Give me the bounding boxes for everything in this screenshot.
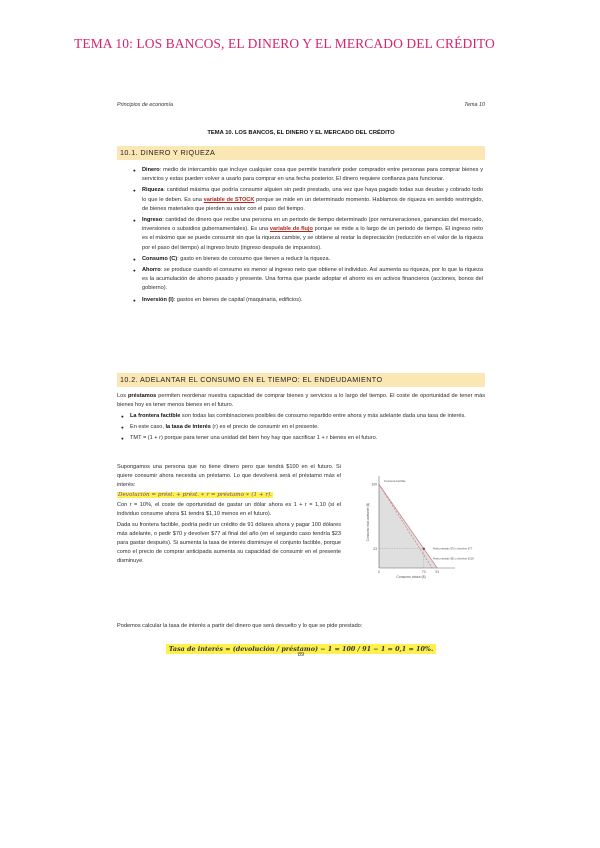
intro-b: permiten reordenar nuestra capacidad de comprar bienes y servicios a lo largo del tiempo. El coste de oportunidad de tener más bienes hoy es tener menos bienes en el futuro. — [117, 393, 486, 408]
example-paragraph-1: Supongamos una persona que no tiene dinero pero que tendrá $100 en el futuro. Si quiere consumir ahora necesita un préstamo. Lo que devolverá será el préstamo más el interés: — [117, 464, 341, 489]
feasible-frontier-chart — [345, 468, 487, 586]
bullet-riqueza — [133, 186, 483, 214]
x-tick-label-0: 0 — [378, 570, 380, 574]
term-dinero: Dinero — [142, 167, 160, 173]
document-title: TEMA 10. LOS BANCOS, EL DINERO Y EL MERCADO DEL CRÉDITO — [207, 130, 395, 136]
example-paragraph-3: Dada su frontera factible, podría pedir un crédito de 91 dólares ahora y pagar 100 dólares más adelante, o pedir $70 y devolver $77 al final del año (en el segundo caso tendría $23 para gastar después). Si aumenta la tasa de interés disminuye el conjunto factible, porque como el precio de comprar anticipada aumenta su capacidad de consumir en el presente disminuye. — [117, 521, 341, 564]
text-riqueza-b: porque se mide en un determinado momento. Hablamos de riqueza en sentido restringido, de bienes materiales que pierden su valor con el paso del tiempo. — [142, 196, 483, 212]
text-ahorro: : se produce cuando el consumo es menor al ingreso neto que obtiene el individuo. Así aumenta su riqueza, por lo que la riqueza es la acumulación de ahorro pasado y presente. Una forma que puede adoptar el ahorro es en activos financieros (acciones, bonos del gobierno). — [142, 267, 483, 292]
x-tick-label-2: 91 — [435, 570, 440, 574]
header-course: Principios de economía — [117, 102, 174, 108]
text-consumo: : gasto en bienes de consumo que tienen a reducir la riqueza. — [177, 255, 331, 262]
section-heading-2: 10.2. ADELANTAR EL CONSUMO EN EL TIEMPO: EL ENDEUDAMIENTO — [117, 373, 485, 387]
term-frontera: La frontera factible — [130, 413, 181, 419]
text-riqueza-a: : cantidad máxima que podría consumir alguien sin pedir prestado, una vez que haya pagado todas sus deudas y cobrado todo lo que le deben. Es una — [142, 187, 483, 203]
text-ingreso-a: : cantidad de dinero que recibe una persona en un periodo de tiempo determinado (por remuneraciones, ganancias del mercado, inversiones o subsidios gubernamentales). Es una — [142, 217, 483, 233]
section2-intro — [117, 392, 485, 410]
example-column — [117, 463, 341, 567]
text-inversion: : gastos en bienes de capital (maquinaria, edificios). — [173, 296, 303, 303]
page-number: 89 — [297, 652, 305, 658]
section-heading-1: 10.1. DINERO Y RIQUEZA — [117, 146, 485, 160]
stock-variable-highlight: variable de STOCK — [203, 196, 255, 203]
text-tmt: TMT = (1 + r) porque para tener una unidad del bien hoy hay que sacrificar 1 + r bienes en el futuro. — [130, 435, 378, 442]
section1-bullet-list — [133, 166, 483, 307]
y-tick-label-1: 23 — [373, 546, 377, 551]
bullet-dinero — [133, 166, 483, 184]
interest-rate-formula: Tasa de interés = (devolución / préstamo) − 1 = 100 / 91 − 1 = 0,1 = 10%. — [166, 644, 436, 654]
term-consumo: Consumo (C) — [142, 255, 178, 262]
bullet-inversion — [133, 296, 483, 305]
data-point-0 — [423, 548, 425, 550]
text-ingreso-b: porque se mide a lo largo de un periodo de tiempo. El ingreso neto es el máximo que se puede consumir sin que la riqueza cambie, y se obtiene al restar la depreciación (reducción en el valor de la riqueza por el paso del tiempo) al ingreso bruto (ingreso después de impuestos). — [142, 226, 483, 251]
text-frontera: son todas las combinaciones posibles de consumo repartido entre ahora y más adelante dada una tasa de interés. — [180, 413, 466, 419]
term-tasa: la tasa de interés — [165, 424, 211, 431]
bullet-frontera — [121, 412, 483, 421]
y-axis-label: Consumo más adelante ($) — [366, 502, 370, 542]
text-tasa-a: En este caso, — [130, 424, 166, 431]
devolucion-formula: Devolución = prést. + prést. ∗ r = préstamo ∗ (1 + r). — [118, 492, 272, 499]
section2-bullet-list — [121, 412, 483, 446]
document-page — [117, 96, 487, 656]
text-dinero: : medio de intercambio que incluye cualquier cosa que permite transferir poder comprador entre personas para comprar bienes y servicios y estas pueden volver a usarlo para comprar en una fecha posterior. El dinero requiere confianza para funcionar. — [142, 167, 483, 183]
bullet-ingreso — [133, 216, 483, 253]
example-paragraph-2: Con r = 10%, el coste de oportunidad de gastar un dólar ahora es 1 + r = 1,10 (si el individuo consume ahora $1 tendrá $1,10 menos en el futuro). — [117, 502, 341, 518]
flow-variable-highlight: variable de flujo — [269, 226, 313, 233]
term-ahorro: Ahorro — [142, 267, 161, 274]
bullet-tmt — [121, 434, 483, 443]
y-tick-label-0: 100 — [371, 482, 377, 487]
annotation-borrow-91: Pedir prestado $91 y devolver $100 — [432, 557, 474, 561]
header-topic: Tema 10 — [464, 102, 485, 108]
page-title: TEMA 10: LOS BANCOS, EL DINERO Y EL MERCADO DEL CRÉDITO — [74, 36, 495, 51]
bullet-ahorro — [133, 266, 483, 294]
intro-a: Los — [117, 393, 128, 399]
term-prestamos: préstamos — [128, 393, 157, 399]
term-riqueza: Riqueza — [142, 187, 164, 194]
bullet-tasa — [121, 423, 483, 432]
x-tick-label-1: 70 — [421, 570, 426, 574]
term-inversion: Inversión (I) — [142, 296, 174, 303]
chart-svg — [345, 468, 487, 586]
calc-paragraph: Podemos calcular la tasa de interés a partir del dinero que será devuelto y lo que se pide prestado: — [117, 623, 363, 629]
term-ingreso: Ingreso — [142, 217, 163, 224]
annotation-borrow-70: Pedir prestado $70 y devolver $77 — [432, 547, 473, 551]
x-axis-label: Consumo ahora ($) — [396, 575, 426, 579]
text-tasa-b: (r) es el precio de consumir en el presente. — [210, 424, 319, 431]
annotation-frontier: Frontera factible — [384, 479, 406, 483]
bullet-consumo — [133, 255, 483, 264]
